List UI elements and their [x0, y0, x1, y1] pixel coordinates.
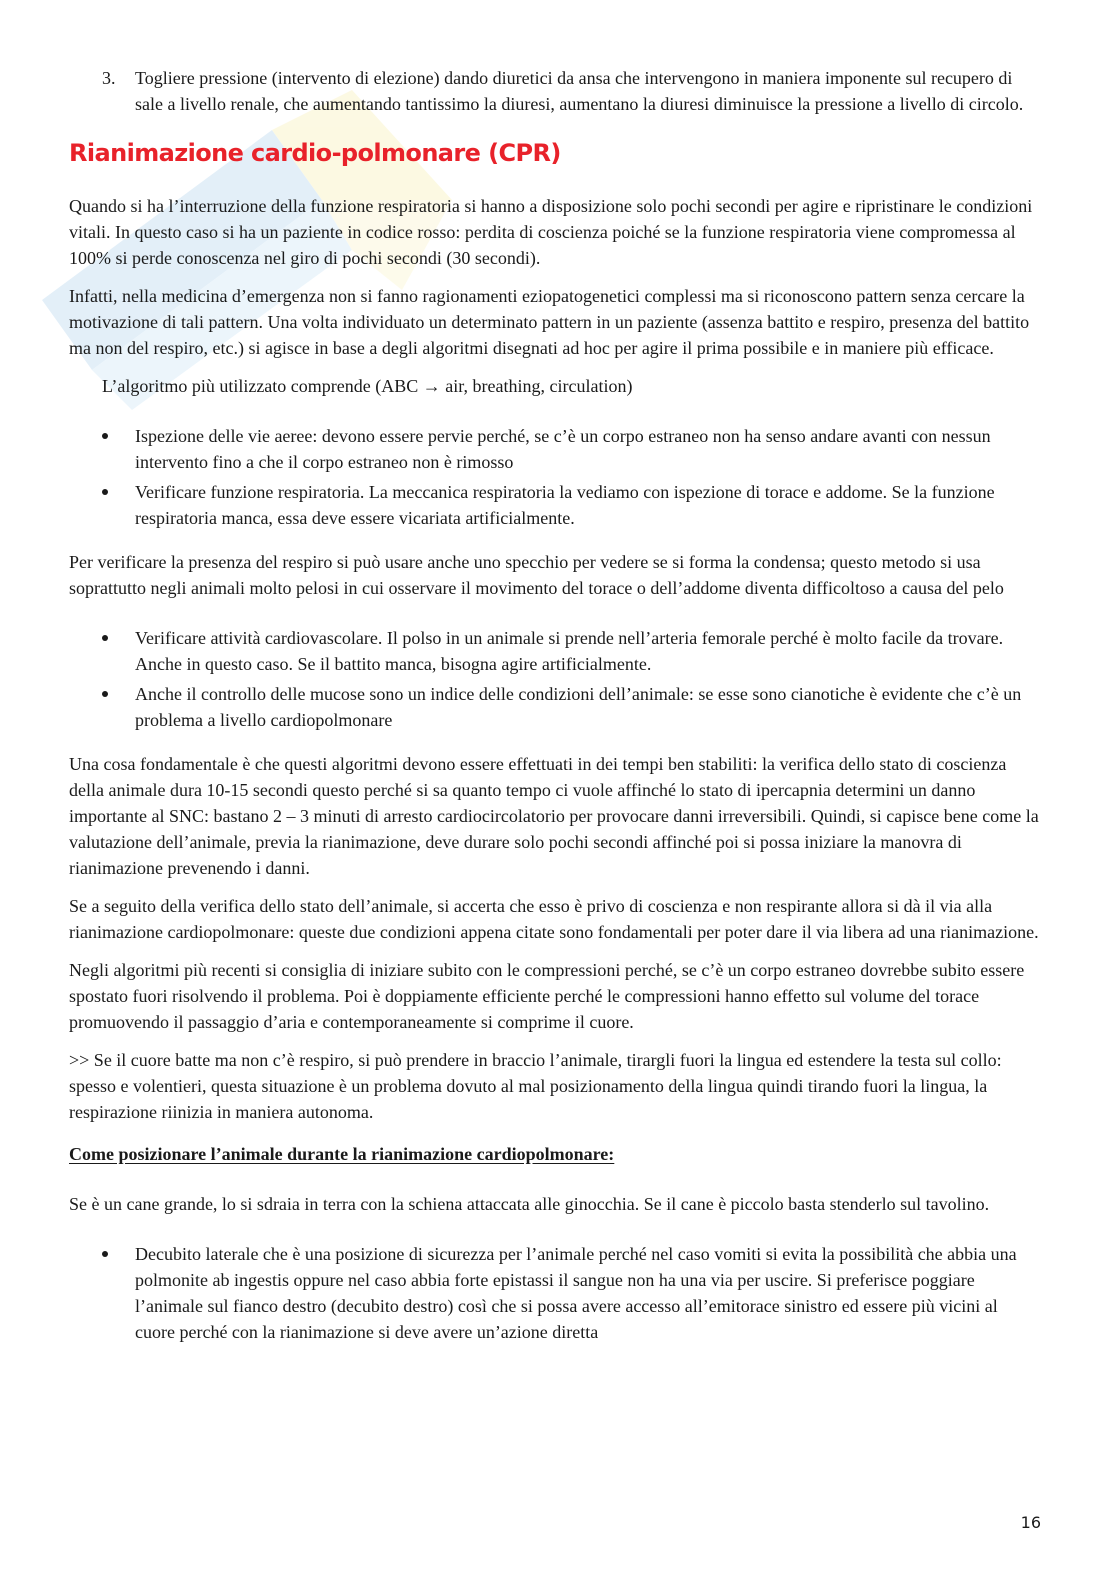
- list-item: [69, 479, 1040, 531]
- item-text: Togliere pressione (intervento di elezione) dando diuretici da ansa che intervengono in maniera imponente sul recupero di sale a livello renale, che aumentando tantissimo la diuresi, aumentano la diuresi diminuisce la pressione a livello di circolo.: [135, 68, 1024, 114]
- page-number: 16: [1020, 1513, 1041, 1532]
- list-item-text: Ispezione delle vie aeree: devono essere pervie perché, se c’è un corpo estraneo non ha senso andare avanti con nessun intervento fino a che il corpo estraneo non è rimosso: [135, 426, 991, 472]
- bullet-icon: [102, 1251, 108, 1257]
- list-item: [69, 1241, 1040, 1345]
- list-item: [69, 625, 1040, 677]
- paragraph-emergency: Infatti, nella medicina d’emergenza non si fanno ragionamenti eziopatogenetici complessi ma si riconoscono pattern senza cercare la motivazione di tali pattern. Una volta individuato un determinato pattern in un paziente (assenza battito e respiro, presenza del battito ma non del respiro, etc.) si agisce in base a degli algoritmi disegnati ad hoc per agire il prima possibile e in maniere più efficace.: [69, 286, 1030, 358]
- paragraph-position: Se è un cane grande, lo si sdraia in terra con la schiena attaccata alle ginocchia. Se il cane è piccolo basta stenderlo sul tavolino.: [69, 1194, 990, 1214]
- list-item-text: Decubito laterale che è una posizione di sicurezza per l’animale perché nel caso vomiti si evita la possibilità che abbia una polmonite ab ingestis oppure nel caso abbia forte epistassi il sangue non ha una via per uscire. Si preferisce poggiare l’animale sul fianco destro (decubito destro) così che si possa avere accesso all’emitorace sinistro ed essere più vicini al cuore perché con la rianimazione si deve avere un’azione diretta: [135, 1244, 1017, 1342]
- algorithm-text-before: L’algoritmo più utilizzato comprende (ABC: [102, 376, 423, 396]
- paragraph-mirror: Per verificare la presenza del respiro si può usare anche uno specchio per vedere se si forma la condensa; questo metodo si usa soprattutto negli animali molto pelosi in cui osservare il movimento del torace o dell’addome diventa difficoltoso a causa del pelo: [69, 552, 1004, 598]
- paragraph-timing: Una cosa fondamentale è che questi algoritmi devono essere effettuati in dei tempi ben stabiliti: la verifica dello stato di coscienza della animale dura 10-15 secondi questo perché si sa quanto tempo ci vuole affinché lo stato di ipercapnia determini un danno importante al SNC: bastano 2 – 3 minuti di arresto cardiocircolatorio per provocare danni irreversibili. Quindi, si capisce bene come la valutazione dell’animale, previa la rianimazione, deve durare solo pochi secondi affinché poi si possa iniziare la manovra di rianimazione prevenendo i danni.: [69, 754, 1039, 878]
- list-item-text: Verificare funzione respiratoria. La meccanica respiratoria la vediamo con ispezione di torace e addome. Se la funzione respiratoria manca, essa deve essere vicariata artificialmente.: [135, 482, 995, 528]
- paragraph-cpr-start: Se a seguito della verifica dello stato dell’animale, si accerta che esso è privo di coscienza e non respirante allora si dà il via alla rianimazione cardiopolmonare: queste due condizioni appena citate sono fondamentali per poter dare il via libera ad una rianimazione.: [69, 896, 1039, 942]
- algorithm-line: [69, 373, 1040, 399]
- paragraph-compressions: Negli algoritmi più recenti si consiglia di iniziare subito con le compressioni perché, se c’è un corpo estraneo dovrebbe subito essere spostato fuori risolvendo il problema. Poi è doppiamente efficiente perché le compressioni hanno effetto sul volume del torace promuovendo il passaggio d’aria e contemporaneamente si comprime il cuore.: [69, 960, 1025, 1032]
- bullet-list-decubitus: [69, 1241, 1040, 1345]
- list-item: [69, 423, 1040, 475]
- bullet-icon: [102, 691, 108, 697]
- paragraph-intro: Quando si ha l’interruzione della funzione respiratoria si hanno a disposizione solo pochi secondi per agire e ripristinare le condizioni vitali. In questo caso si ha un paziente in codice rosso: perdita di coscienza poiché se la funzione respiratoria viene compromessa al 100% si perde conoscenza nel giro di pochi secondi (30 secondi).: [69, 196, 1033, 268]
- numbered-item-3: [69, 65, 1040, 117]
- bullet-icon: [102, 489, 108, 495]
- subheading-positioning: Come posizionare l’animale durante la rianimazione cardiopolmonare:: [69, 1144, 615, 1164]
- arrow-icon: →: [422, 376, 441, 396]
- bullet-list-cardio: [69, 625, 1040, 733]
- bullet-list-airway: [69, 423, 1040, 531]
- section-title: Rianimazione cardio-polmonare (CPR): [69, 139, 561, 167]
- algorithm-text-after: air, breathing, circulation): [440, 376, 633, 396]
- item-number: 3.: [102, 68, 116, 88]
- bullet-icon: [102, 433, 108, 439]
- paragraph-tongue: >> Se il cuore batte ma non c’è respiro, si può prendere in braccio l’animale, tirargli fuori la lingua ed estendere la testa sul collo: spesso e volentieri, questa situazione è un problema dovuto al mal posizionamento della lingua quindi tirando fuori la lingua, la respirazione riinizia in maniera autonoma.: [69, 1050, 1002, 1122]
- bullet-icon: [102, 635, 108, 641]
- list-item-text: Anche il controllo delle mucose sono un indice delle condizioni dell’animale: se esse sono cianotiche è evidente che c’è un problema a livello cardiopolmonare: [135, 684, 1022, 730]
- list-item: [69, 681, 1040, 733]
- list-item-text: Verificare attività cardiovascolare. Il polso in un animale si prende nell’arteria femorale perché è molto facile da trovare. Anche in questo caso. Se il battito manca, bisogna agire artificialmente.: [135, 628, 1004, 674]
